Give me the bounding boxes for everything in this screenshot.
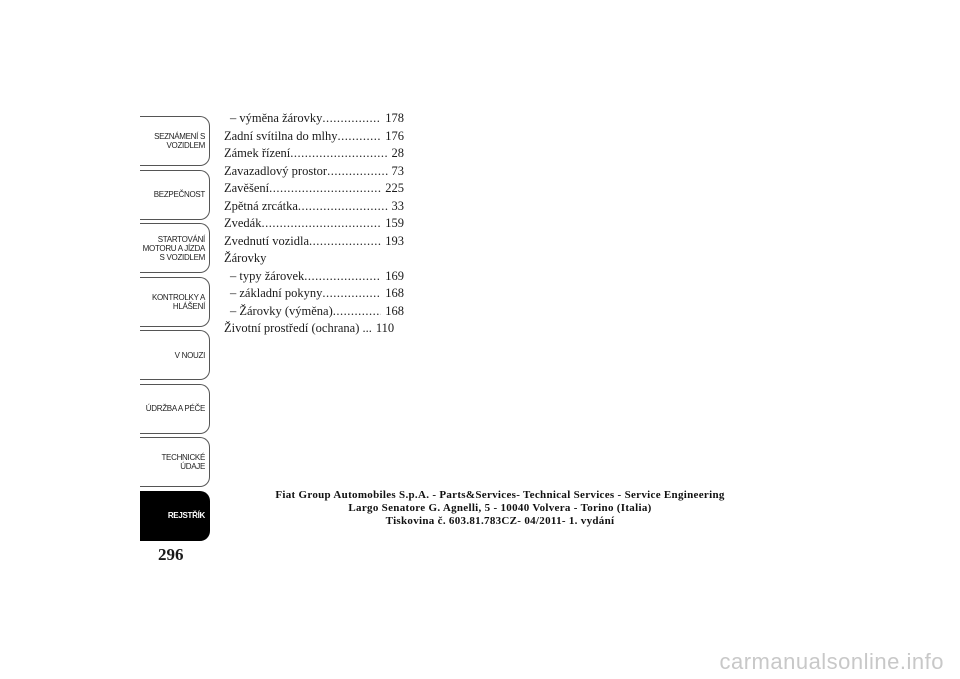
index-term: Žárovky — [224, 251, 267, 265]
index-page-number: 176 — [385, 128, 404, 143]
chapter-tab[interactable]: ÚDRŽBA A PÉČE — [140, 384, 210, 434]
index-term: Zvednutí vozidla — [224, 233, 310, 248]
chapter-tab[interactable]: KONTROLKY A HLÁŠENÍ — [140, 277, 210, 327]
leader-dots — [309, 233, 381, 251]
leader-dots — [327, 163, 387, 181]
leader-dots — [322, 285, 381, 303]
index-page-number: 159 — [385, 216, 404, 230]
leader-dots — [338, 128, 382, 146]
index-entry — [224, 163, 404, 181]
leader-dots — [290, 145, 387, 163]
watermark: carmanualsonline.info — [719, 649, 944, 674]
index-term: Zadní svítilna do mlhy — [224, 128, 338, 143]
index-page-number: 168 — [385, 303, 404, 318]
chapter-tab[interactable]: V NOUZI — [140, 330, 210, 380]
index-term: – výměna žárovky — [230, 111, 323, 125]
index-page-number: 73 — [391, 163, 404, 178]
index-page-number: 193 — [385, 233, 404, 248]
index-term: Životní prostředí (ochrana) ... — [224, 321, 372, 335]
footer-line-2: Largo Senatore G. Agnelli, 5 - 10040 Volvera - Torino (Italia) — [348, 502, 652, 514]
index-term: Zpětná zrcátka — [224, 198, 298, 213]
index-entry — [224, 215, 404, 233]
leader-dots — [304, 268, 381, 286]
index-term: – základní pokyny — [230, 286, 323, 300]
index-entry — [224, 285, 404, 303]
footer-line-1: Fiat Group Automobiles S.p.A. - Parts&Services- Technical Services - Service Engineering — [275, 489, 725, 501]
index-page-number: 169 — [385, 268, 404, 283]
index-entry — [224, 320, 404, 338]
index-term: Zavěšení — [224, 181, 270, 195]
leader-dots — [333, 303, 382, 321]
index-entry — [224, 268, 404, 286]
index-entry — [224, 233, 404, 251]
leader-dots — [261, 215, 381, 233]
index-entry — [224, 145, 404, 163]
index-page-number: 33 — [391, 198, 404, 213]
index-list — [224, 110, 404, 338]
index-entry — [224, 128, 404, 146]
publisher-footer — [240, 489, 760, 528]
index-page-number: 168 — [385, 286, 404, 300]
index-entry — [224, 303, 404, 321]
index-term: – Žárovky (výměna) — [230, 303, 333, 318]
chapter-tab[interactable]: BEZPEČNOST — [140, 170, 210, 220]
index-term: Zvedák — [224, 216, 262, 230]
index-term: Zámek řízení — [224, 146, 291, 160]
leader-dots — [266, 250, 400, 268]
index-page-number: 225 — [385, 181, 404, 195]
index-entry — [224, 250, 404, 268]
index-page-number — [400, 250, 404, 268]
index-term: Zavazadlový prostor — [224, 163, 328, 178]
index-page-number: 178 — [385, 111, 404, 125]
chapter-tab[interactable]: STARTOVÁNÍ MOTORU A JÍZDA S VOZIDLEM — [140, 223, 210, 273]
page-number: 296 — [158, 545, 184, 564]
index-entry — [224, 180, 404, 198]
leader-dots — [298, 198, 388, 216]
footer-line-3: Tiskovina č. 603.81.783CZ- 04/2011- 1. vydání — [385, 515, 615, 527]
chapter-tab[interactable]: REJSTŘÍK — [140, 491, 210, 541]
index-entry — [224, 110, 404, 128]
index-page-number: 110 — [375, 321, 395, 335]
leader-dots — [322, 110, 381, 128]
chapter-tab[interactable]: TECHNICKÉ ÚDAJE — [140, 437, 210, 487]
index-page-number: 28 — [391, 146, 404, 160]
index-term: – typy žárovek — [230, 268, 305, 283]
index-entry — [224, 198, 404, 216]
leader-dots — [269, 180, 381, 198]
chapter-tab[interactable]: SEZNÁMENÍ S VOZIDLEM — [140, 116, 210, 166]
